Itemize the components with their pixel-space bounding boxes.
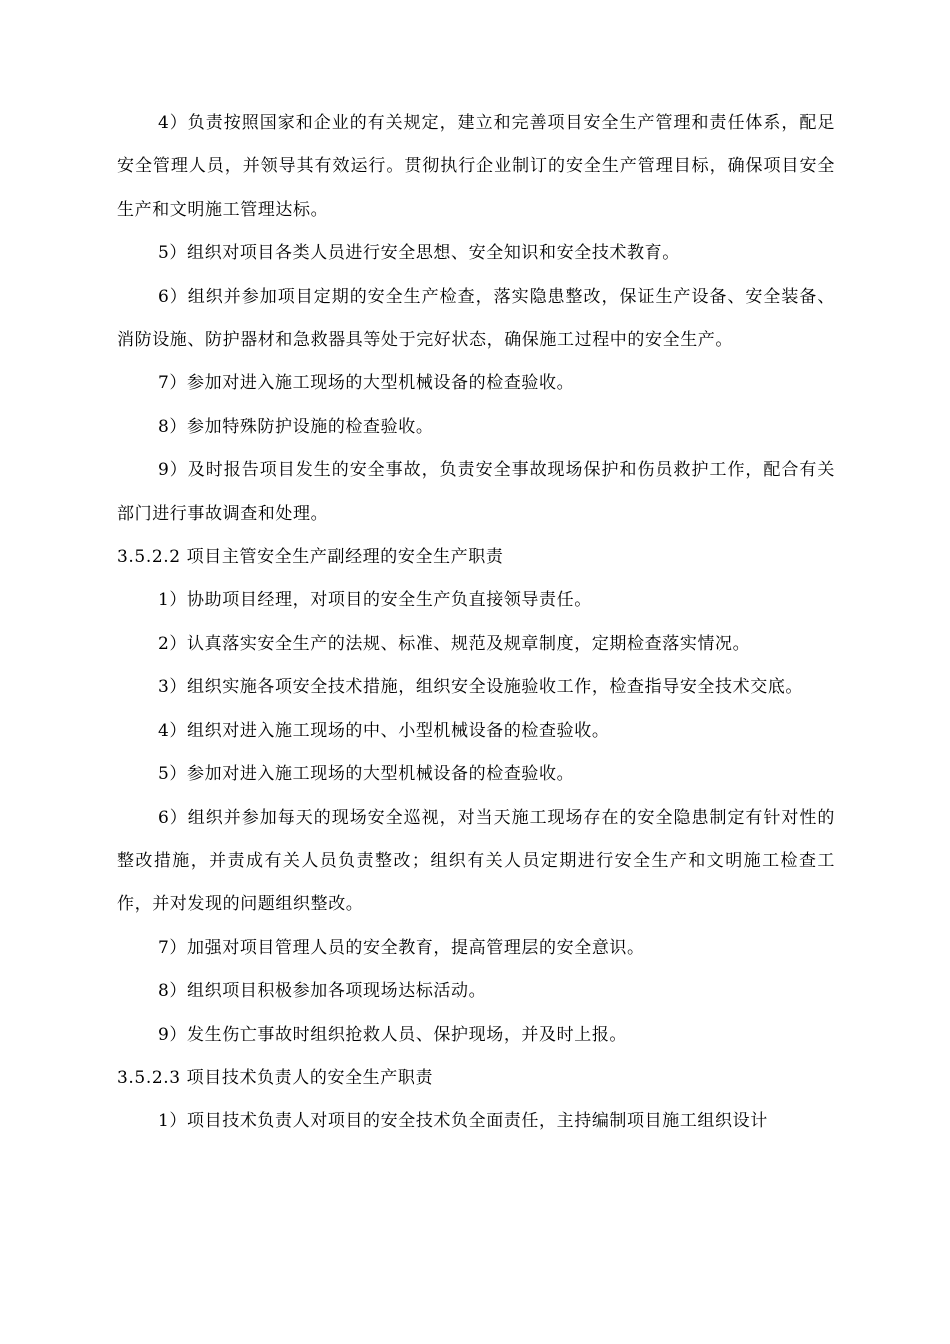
tech-duty-item-1: 1）项目技术负责人对项目的安全技术负全面责任，主持编制项目施工组织设计 [158,1111,768,1132]
deputy-duty-item-7: 7）加强对项目管理人员的安全教育，提高管理层的安全意识。 [158,937,645,958]
section-heading-3-5-2-3: 3.5.2.3 项目技术负责人的安全生产职责 [117,1067,434,1088]
deputy-duty-item-5: 5）参加对进入施工现场的大型机械设备的检查验收。 [158,764,575,785]
deputy-duty-item-9: 9）发生伤亡事故时组织抢救人员、保护现场，并及时上报。 [158,1024,628,1045]
duty-item-5: 5）组织对项目各类人员进行安全思想、安全知识和安全技术教育。 [158,243,680,264]
section-heading-3-5-2-2: 3.5.2.2 项目主管安全生产副经理的安全生产职责 [117,547,504,568]
deputy-duty-item-8: 8）组织项目积极参加各项现场达标活动。 [158,981,487,1002]
deputy-duty-item-1: 1）协助项目经理，对项目的安全生产负直接领导责任。 [158,590,592,611]
deputy-duty-item-6: 6）组织并参加每天的现场安全巡视，对当天施工现场存在的安全隐患制定有针对性的整改措施，并责成有关人员负责整改；组织有关人员定期进行安全生产和文明施工检查工作，并对发现的问题组织整改。 [117,807,835,915]
duty-item-6: 6）组织并参加项目定期的安全生产检查，落实隐患整改，保证生产设备、安全装备、消防设施、防护器材和急救器具等处于完好状态，确保施工过程中的安全生产。 [117,286,835,351]
duty-item-9: 9）及时报告项目发生的安全事故，负责安全事故现场保护和伤员救护工作，配合有关部门进行事故调查和处理。 [117,460,835,524]
duty-item-4: 4）负责按照国家和企业的有关规定，建立和完善项目安全生产管理和责任体系，配足安全管理人员，并领导其有效运行。贯彻执行企业制订的安全生产管理目标，确保项目安全生产和文明施工管理达标。 [117,113,835,220]
deputy-duty-item-2: 2）认真落实安全生产的法规、标准、规范及规章制度，定期检查落实情况。 [158,633,751,654]
duty-item-8: 8）参加特殊防护设施的检查验收。 [158,416,434,437]
duty-item-7: 7）参加对进入施工现场的大型机械设备的检查验收。 [158,373,575,394]
deputy-duty-item-3: 3）组织实施各项安全技术措施，组织安全设施验收工作，检查指导安全技术交底。 [158,677,804,698]
deputy-duty-item-4: 4）组织对进入施工现场的中、小型机械设备的检查验收。 [158,720,610,741]
document-page [117,102,835,1144]
